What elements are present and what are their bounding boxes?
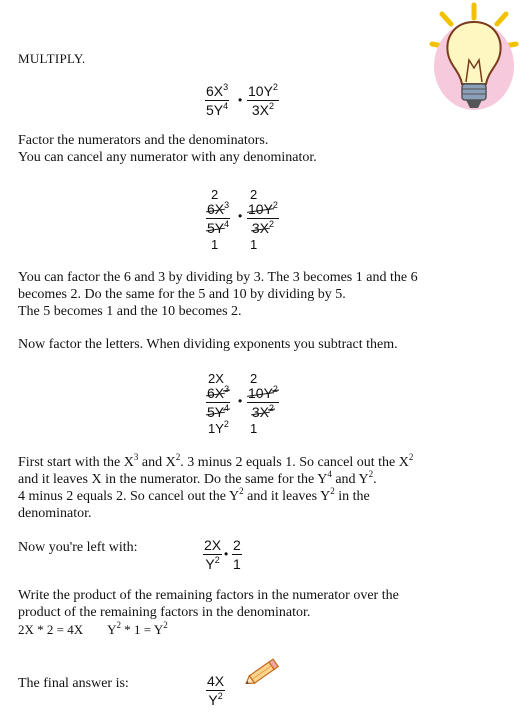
step1-fraction-right: $10Y^2$ $3X^2$	[248, 200, 278, 237]
multiply-dot: •	[238, 209, 243, 223]
step2-fraction-left: $6X^3$ $5Y^4$	[207, 384, 230, 421]
lightbulb-icon	[428, 2, 520, 120]
heading: MULTIPLY.	[18, 51, 86, 66]
pencil-icon	[242, 655, 282, 691]
multiply-dot: •	[238, 93, 243, 107]
multiply-dot: •	[224, 547, 229, 561]
explain-line-4: denominator.	[18, 506, 92, 521]
product-equation: 2X * 2 = 4X $Y^2 * 1 = Y^2$	[18, 620, 168, 637]
numbers-line-3: The 5 becomes 1 and the 10 becomes 2.	[18, 304, 242, 319]
step1-bottom-left: 1	[211, 237, 219, 252]
final-label: The final answer is:	[18, 676, 129, 691]
problem-fraction-right: $10Y^2$ $3X^2$	[248, 82, 278, 119]
numbers-line-1: You can factor the 6 and 3 by dividing by 3. The 3 becomes 1 and the 6	[18, 270, 418, 285]
step2-top-left: 2X	[208, 371, 224, 386]
step1-top-left: 2	[211, 187, 219, 202]
step2-top-right: 2	[250, 371, 258, 386]
step2-bottom-right: 1	[250, 421, 258, 436]
explain-line-2: and it leaves X in the numerator. Do the same for the $Y^4$ and $Y^2$.	[18, 469, 377, 487]
explain-line-3: 4 minus 2 equals 2. So cancel out the $Y^2$ and it leaves $Y^2$ in the	[18, 486, 370, 504]
left-with-fraction-1: 2X $Y^2$	[204, 537, 222, 573]
intro-line-1: Factor the numerators and the denominators.	[18, 133, 269, 148]
step1-fraction-left: $6X^3$ $5Y^4$	[207, 200, 230, 237]
final-answer-fraction: 4X $Y^2$	[207, 673, 225, 709]
numbers-line-2: becomes 2. Do the same for the 5 and 10 by dividing by 5.	[18, 287, 346, 302]
step1-bottom-right: 1	[250, 237, 258, 252]
explain-line-1: First start with the $X^3$ and $X^2$. 3 minus 2 equals 1. So cancel out the $X^2$	[18, 452, 414, 470]
product-line-1: Write the product of the remaining factors in the numerator over the	[18, 588, 399, 603]
step2-fraction-right: $10Y^2$ $3X^2$	[248, 384, 278, 421]
multiply-dot: •	[238, 394, 243, 408]
step2-bottom-left: $1Y^2$	[208, 419, 229, 436]
step1-top-right: 2	[250, 187, 258, 202]
letters-text: Now factor the letters. When dividing exponents you subtract them.	[18, 337, 398, 352]
left-with-fraction-2: 2 1	[233, 537, 241, 573]
left-with-label: Now you're left with:	[18, 540, 138, 555]
product-line-2: product of the remaining factors in the denominator.	[18, 605, 311, 620]
problem-fraction-left: $6X^3$ $5Y^4$	[206, 82, 229, 119]
intro-line-2: You can cancel any numerator with any denominator.	[18, 150, 317, 165]
